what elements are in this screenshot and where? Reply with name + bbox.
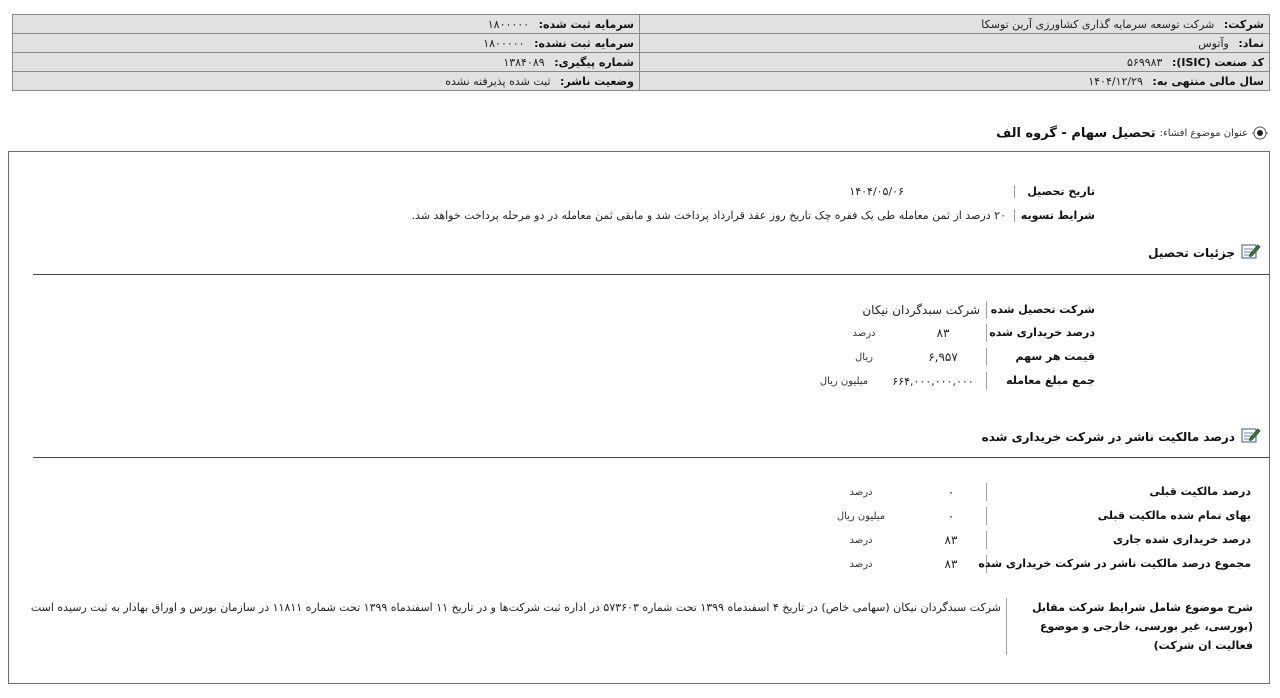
isic-value: ۵۶۹۹۸۳ xyxy=(1127,55,1163,69)
current-percent-label: درصد خریداری شده جاری xyxy=(986,531,1251,549)
details-title-text: جزئیات تحصیل xyxy=(1148,245,1235,260)
registered-capital-label: سرمایه ثبت شده: xyxy=(538,17,634,31)
subject-title xyxy=(996,123,1268,143)
info-row xyxy=(13,53,1270,72)
radio-target-icon xyxy=(1252,125,1268,141)
share-price-row xyxy=(828,346,1095,368)
settlement-label: شرایط تسویه xyxy=(1014,209,1095,222)
ownership-section-title xyxy=(982,426,1261,447)
prior-cost-label: بهای تمام شده مالکیت قبلی xyxy=(986,507,1251,525)
purchased-percent-unit: درصد xyxy=(852,327,876,339)
subject-prefix: عنوان موضوع افشاء: xyxy=(1159,127,1248,139)
share-price-label: قیمت هر سهم xyxy=(986,348,1095,366)
symbol-label: نماد: xyxy=(1238,36,1264,50)
acquisition-date-row xyxy=(849,181,1095,201)
registered-capital-cell xyxy=(13,15,640,34)
isic-cell xyxy=(640,53,1270,72)
publisher-status-label: وضعیت ناشر: xyxy=(560,74,634,88)
total-percent-unit: درصد xyxy=(849,558,873,570)
acquired-company-value: شرکت سبدگردان نیکان xyxy=(862,303,980,317)
current-percent-row xyxy=(806,529,1251,551)
subject-value: تحصیل سهام - گروه الف xyxy=(996,125,1156,141)
prior-cost-unit: میلیون ریال xyxy=(836,510,886,522)
tracking-label: شماره پیگیری: xyxy=(554,55,634,69)
tracking-value: ۱۳۸۴۰۸۹ xyxy=(503,55,545,69)
publisher-status-value: ثبت شده پذیرفته نشده xyxy=(445,74,551,88)
company-value: شرکت توسعه سرمایه گذاری کشاورزی آرین توسکا xyxy=(981,17,1215,31)
prior-cost-value: ۰ xyxy=(947,509,955,523)
tracking-cell xyxy=(13,53,640,72)
company-cell xyxy=(640,15,1270,34)
details-divider xyxy=(33,274,1269,275)
total-amount-row xyxy=(808,370,1095,392)
ownership-title-text: درصد مالکیت ناشر در شرکت خریداری شده xyxy=(981,429,1235,444)
info-row xyxy=(13,72,1270,91)
share-price-unit: ریال xyxy=(855,351,873,363)
registered-capital-value: ۱۸۰۰۰۰۰ xyxy=(487,17,530,31)
company-info-table xyxy=(12,14,1270,91)
prior-percent-label: درصد مالکیت قبلی xyxy=(986,483,1251,501)
current-percent-value: ۸۳ xyxy=(944,533,958,547)
settlement-value: ۲۰ درصد از ثمن معامله طی یک فقره چک تاریخ روز عقد قرارداد پرداخت شد و مابقی ثمن معامله در دو مرحله پرداخت خواهد شد. xyxy=(411,208,1006,222)
total-amount-label: جمع مبلغ معامله xyxy=(986,372,1095,390)
acquired-company-row xyxy=(862,299,1095,321)
symbol-cell xyxy=(640,34,1270,53)
description-label: شرح موضوع شامل شرایط شرکت مقابل (بورسی، غیر بورسی، خارجی و موضوع فعالیت ان شرکت) xyxy=(1032,601,1253,652)
purchased-percent-label: درصد خریداری شده xyxy=(986,324,1095,342)
acquisition-date-value: ۱۴۰۴/۰۵/۰۶ xyxy=(849,184,904,198)
share-price-value: ۶,۹۵۷ xyxy=(928,350,958,364)
disclosure-panel xyxy=(8,151,1270,684)
acquisition-date-label: تاریخ تحصیل xyxy=(1014,185,1095,198)
fiscal-year-label: سال مالی منتهی به: xyxy=(1152,74,1264,88)
prior-percent-row xyxy=(806,481,1251,503)
total-percent-row xyxy=(806,553,1251,575)
description-value: شرکت سبدگردان نیکان (سهامی خاص) در تاریخ ۴ اسفندماه ۱۳۹۹ تحت شماره ۵۷۳۶۰۳ در اداره ثبت شرکت‌ها و در تاریخ ۱۱ اسفندماه ۱۳۹۹ تحت شماره ۱۱۸۱۱ در سازمان بورس و اوراق بهادار به ثبت رسیده است xyxy=(31,598,1007,655)
fiscal-year-value: ۱۴۰۴/۱۲/۲۹ xyxy=(1088,74,1143,88)
ownership-divider xyxy=(33,457,1269,458)
prior-cost-row xyxy=(806,505,1251,527)
total-amount-unit: میلیون ریال xyxy=(819,375,869,387)
info-row xyxy=(13,34,1270,53)
prior-percent-value: ۰ xyxy=(947,485,955,499)
isic-label xyxy=(1172,56,1264,69)
unregistered-capital-value: ۱۸۰۰۰۰۰ xyxy=(483,36,525,50)
info-row xyxy=(13,15,1270,34)
isic-label-post: ): xyxy=(1171,55,1182,69)
purchased-percent-row xyxy=(828,322,1095,344)
prior-percent-unit: درصد xyxy=(849,486,873,498)
unregistered-capital-cell xyxy=(13,34,640,53)
purchased-percent-value: ۸۳ xyxy=(936,326,950,340)
isic-label-code: ISIC xyxy=(1181,55,1206,69)
publisher-status-cell xyxy=(13,72,640,91)
acquired-company-label: شرکت تحصیل شده xyxy=(986,301,1095,319)
unregistered-capital-label: سرمایه ثبت نشده: xyxy=(534,36,634,50)
isic-label-pre: کد صنعت ( xyxy=(1205,55,1264,69)
edit-note-icon xyxy=(1241,242,1261,263)
settlement-row xyxy=(412,205,1095,225)
total-amount-value: ۶۶۴,۰۰۰,۰۰۰,۰۰۰ xyxy=(892,374,974,388)
current-percent-unit: درصد xyxy=(849,534,873,546)
symbol-value: وآتوس xyxy=(1198,36,1229,50)
details-section-title xyxy=(1148,242,1261,263)
fiscal-year-cell xyxy=(640,72,1270,91)
description-row xyxy=(21,598,1253,655)
total-percent-value: ۸۳ xyxy=(944,557,958,571)
total-percent-label: مجموع درصد مالکیت ناشر در شرکت خریداری شده xyxy=(986,555,1251,573)
edit-note-icon xyxy=(1241,426,1261,447)
company-label: شرکت: xyxy=(1223,17,1264,31)
